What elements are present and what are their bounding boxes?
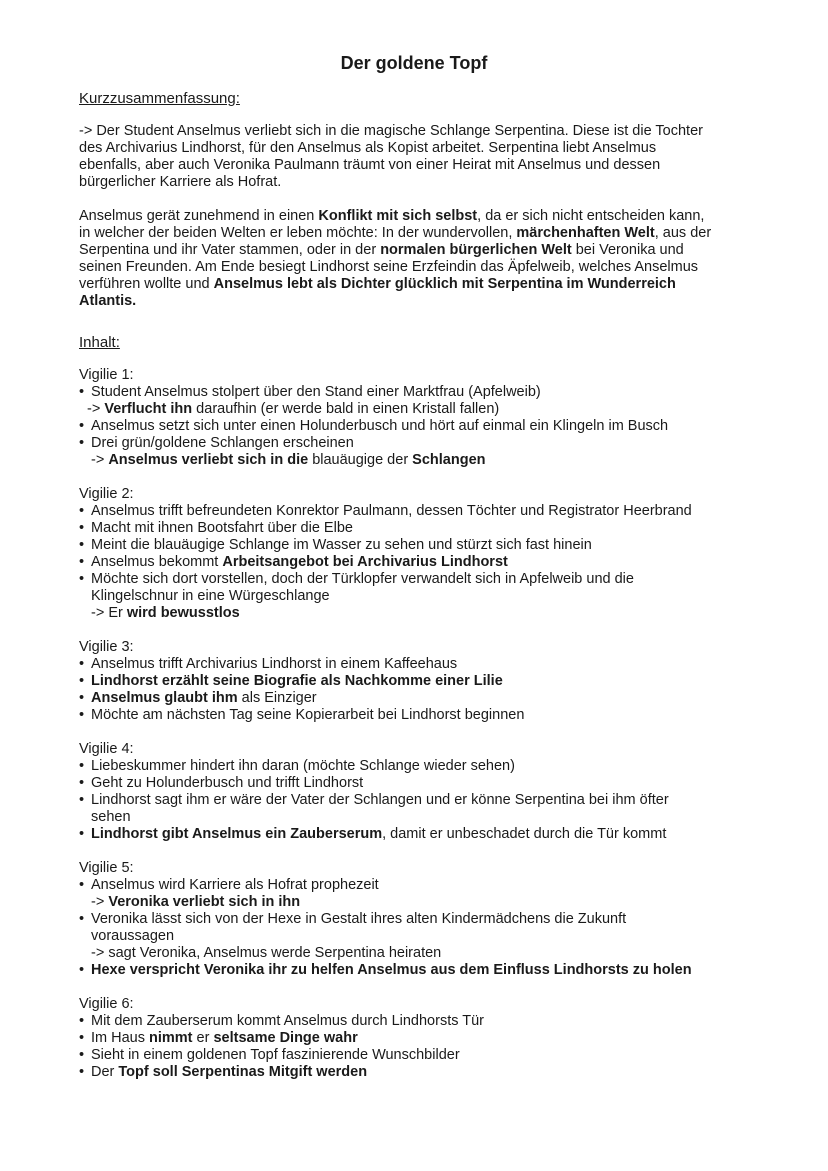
text-line — [79, 123, 768, 140]
bold-text: seltsame Dinge wahr — [213, 1030, 358, 1046]
text: in welcher der beiden Welten er leben möchte: In der wundervollen, — [79, 225, 517, 241]
summary-heading: Kurzzusammenfassung: — [79, 90, 240, 107]
vigilie-heading — [79, 367, 768, 384]
bullet-icon: • — [79, 554, 85, 570]
text-line — [79, 452, 768, 469]
text: Drei grün/goldene Schlangen erscheinen — [91, 435, 354, 451]
text-line — [79, 208, 768, 225]
bullet-icon: • — [79, 537, 85, 553]
bullet-icon: • — [79, 792, 85, 808]
text: Lindhorst sagt ihm er wäre der Vater der Schlangen und er könne Serpentina bei ihm öfter — [91, 792, 669, 808]
text: Anselmus wird Karriere als Hofrat prophezeit — [91, 877, 379, 893]
bullet-icon: • — [79, 826, 85, 842]
bullet-icon: • — [79, 384, 85, 400]
text: bei Veronika und — [571, 242, 684, 258]
text: -> — [91, 452, 109, 468]
bullet-item — [79, 503, 768, 520]
bold-text: Arbeitsangebot bei Archivarius Lindhorst — [222, 554, 508, 570]
text: , da er sich nicht entscheiden kann, — [477, 208, 705, 224]
bullet-item — [79, 571, 768, 588]
bullet-icon: • — [79, 758, 85, 774]
text: verführen wollte und — [79, 276, 214, 292]
text: Mit dem Zauberserum kommt Anselmus durch Lindhorsts Tür — [91, 1013, 484, 1029]
text: blauäugige der — [308, 452, 413, 468]
bullet-item — [79, 877, 768, 894]
bullet-item — [79, 418, 768, 435]
bullet-item — [79, 554, 768, 571]
text: Vigilie 3: — [79, 639, 134, 655]
bullet-icon: • — [79, 1047, 85, 1063]
bullet-item — [79, 537, 768, 554]
text-line — [79, 809, 768, 826]
text: ebenfalls, aber auch Veronika Paulmann träumt von einer Heirat mit Anselmus und dessen — [79, 157, 661, 173]
bullet-icon: • — [79, 1030, 85, 1046]
text: Vigilie 1: — [79, 367, 134, 383]
text: Der — [91, 1064, 119, 1080]
text: -> Der Student Anselmus verliebt sich in die magische Schlange Serpentina. Diese ist die Tochter — [79, 123, 703, 139]
text: daraufhin (er werde bald in einen Kristall fallen) — [192, 401, 500, 417]
vigilie-block — [79, 367, 768, 469]
bullet-icon: • — [79, 435, 85, 451]
text: Macht mit ihnen Bootsfahrt über die Elbe — [91, 520, 353, 536]
text: Serpentina und ihr Vater stammen, oder in der — [79, 242, 381, 258]
bullet-icon: • — [79, 503, 85, 519]
text: Meint die blauäugige Schlange im Wasser zu sehen und stürzt sich fast hinein — [91, 537, 592, 553]
text-line — [79, 894, 768, 911]
text: -> Er — [91, 605, 127, 621]
text-line — [79, 401, 768, 418]
bullet-icon: • — [79, 1013, 85, 1029]
bold-text: Lindhorst erzählt seine Biografie als Nachkomme einer Lilie — [91, 673, 503, 689]
bold-text: Atlantis. — [79, 293, 137, 309]
bold-text: märchenhaften Welt — [516, 225, 655, 241]
bullet-icon: • — [79, 962, 85, 978]
text: Anselmus gerät zunehmend in einen — [79, 208, 319, 224]
text: -> — [87, 401, 105, 417]
bullet-icon: • — [79, 571, 85, 587]
bullet-item — [79, 673, 768, 690]
bold-text: Hexe verspricht Veronika ihr zu helfen Anselmus aus dem Einfluss Lindhorsts zu holen — [91, 962, 692, 978]
bullet-item — [79, 384, 768, 401]
bullet-item — [79, 775, 768, 792]
vigilie-block — [79, 996, 768, 1081]
bold-text: normalen bürgerlichen Welt — [380, 242, 572, 258]
text: Vigilie 5: — [79, 860, 134, 876]
bullet-icon: • — [79, 520, 85, 536]
bullet-icon: • — [79, 673, 85, 689]
bullet-icon: • — [79, 911, 85, 927]
vigilie-heading — [79, 486, 768, 503]
bold-text: nimmt — [149, 1030, 193, 1046]
text: -> — [91, 894, 109, 910]
bullet-item — [79, 911, 768, 928]
text: Anselmus bekommt — [91, 554, 223, 570]
bold-text: Topf soll Serpentinas Mitgift werden — [118, 1064, 368, 1080]
text: Liebeskummer hindert ihn daran (möchte Schlange wieder sehen) — [91, 758, 515, 774]
bullet-icon: • — [79, 877, 85, 893]
text: Vigilie 6: — [79, 996, 134, 1012]
text: er — [192, 1030, 214, 1046]
text: Sieht in einem goldenen Topf faszinierende Wunschbilder — [91, 1047, 460, 1063]
vigilie-heading — [79, 639, 768, 656]
text: Anselmus setzt sich unter einen Holunderbusch und hört auf einmal ein Klingeln im Busch — [91, 418, 669, 434]
text-line — [79, 242, 768, 259]
text: Veronika lässt sich von der Hexe in Gestalt ihres alten Kindermädchens die Zukunft — [91, 911, 627, 927]
text: als Einziger — [237, 690, 317, 706]
bold-text: Veronika verliebt sich in ihn — [108, 894, 301, 910]
bullet-icon: • — [79, 707, 85, 723]
text: Vigilie 4: — [79, 741, 134, 757]
text: Vigilie 2: — [79, 486, 134, 502]
text: , damit er unbeschadet durch die Tür kommt — [382, 826, 667, 842]
text: sehen — [91, 809, 131, 825]
vigilie-block — [79, 639, 768, 724]
text-line — [79, 605, 768, 622]
text: Im Haus — [91, 1030, 150, 1046]
bold-text: Anselmus lebt als Dichter glücklich mit Serpentina im Wunderreich — [213, 276, 676, 292]
bullet-icon: • — [79, 775, 85, 791]
bullet-icon: • — [79, 1064, 85, 1080]
bullet-item — [79, 1013, 768, 1030]
text: Anselmus trifft Archivarius Lindhorst in einem Kaffeehaus — [91, 656, 458, 672]
bold-text: Lindhorst gibt Anselmus ein Zauberserum — [91, 826, 383, 842]
bullet-item — [79, 962, 768, 979]
bullet-item — [79, 792, 768, 809]
summary-paragraph — [79, 208, 768, 310]
text: voraussagen — [91, 928, 175, 944]
bold-text: Schlangen — [412, 452, 486, 468]
bullet-icon: • — [79, 418, 85, 434]
text: seinen Freunden. Am Ende besiegt Lindhorst seine Erzfeindin das Äpfelweib, welches Anselmus — [79, 259, 699, 275]
text-line — [79, 276, 768, 293]
bullet-icon: • — [79, 656, 85, 672]
text-line — [79, 945, 768, 962]
document-title: Der goldene Topf — [340, 53, 488, 73]
bullet-item — [79, 758, 768, 775]
text: Anselmus trifft befreundeten Konrektor Paulmann, dessen Töchter und Registrator Heerbrand — [91, 503, 692, 519]
bold-text: Anselmus glaubt ihm — [91, 690, 238, 706]
text: Student Anselmus stolpert über den Stand einer Marktfrau (Apfelweib) — [91, 384, 541, 400]
text-line — [79, 140, 768, 157]
text: , aus der — [654, 225, 712, 241]
text-line — [79, 157, 768, 174]
bullet-icon: • — [79, 690, 85, 706]
bullet-item — [79, 520, 768, 537]
vigilie-heading — [79, 741, 768, 758]
bullet-item — [79, 1030, 768, 1047]
bullet-item — [79, 690, 768, 707]
text: Klingelschnur in eine Würgeschlange — [91, 588, 330, 604]
bullet-item — [79, 656, 768, 673]
bullet-item — [79, 1064, 768, 1081]
bullet-item — [79, 435, 768, 452]
vigilie-block — [79, 486, 768, 622]
text-line — [79, 928, 768, 945]
vigilie-block — [79, 741, 768, 843]
bold-text: Konflikt mit sich selbst — [318, 208, 478, 224]
text: bürgerlicher Karriere als Hofrat. — [79, 174, 282, 190]
vigilie-heading — [79, 860, 768, 877]
text-line — [79, 225, 768, 242]
bold-text: Verflucht ihn — [104, 401, 193, 417]
bullet-item — [79, 826, 768, 843]
text: -> sagt Veronika, Anselmus werde Serpentina heiraten — [91, 945, 442, 961]
bold-text: wird bewusstlos — [126, 605, 240, 621]
summary-section — [79, 123, 768, 310]
vigilie-heading — [79, 996, 768, 1013]
text: des Archivarius Lindhorst, für den Anselmus als Kopist arbeitet. Serpentina liebt Anselmus — [79, 140, 657, 156]
text: Geht zu Holunderbusch und trifft Lindhorst — [91, 775, 364, 791]
content-section — [79, 367, 768, 1081]
bullet-item — [79, 1047, 768, 1064]
text: Möchte sich dort vorstellen, doch der Türklopfer verwandelt sich in Apfelweib und die — [91, 571, 634, 587]
text-line — [79, 259, 768, 276]
text-line — [79, 293, 768, 310]
text-line — [79, 174, 768, 191]
bold-text: Anselmus verliebt sich in die — [108, 452, 309, 468]
vigilie-block — [79, 860, 768, 979]
text: Möchte am nächsten Tag seine Kopierarbeit bei Lindhorst beginnen — [91, 707, 525, 723]
content-heading: Inhalt: — [79, 334, 120, 351]
summary-paragraph — [79, 123, 768, 191]
bullet-item — [79, 707, 768, 724]
text-line — [79, 588, 768, 605]
